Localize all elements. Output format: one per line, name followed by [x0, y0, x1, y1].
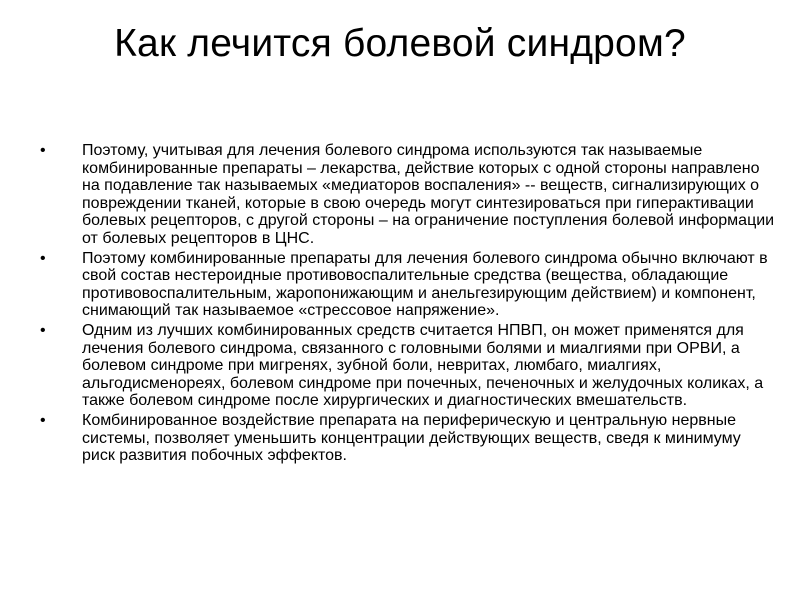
slide-title: Как лечится болевой синдром?	[114, 22, 686, 65]
bullet-text: Поэтому комбинированные препараты для лечения болевого синдрома обычно включают в свой состав нестероидные противовоспалительные средства (вещества, обладающие противовоспалительным, жаропонижающим и анельгезирующим действием) и компонент, снимающий так называемое «стрессовое напряжение».	[82, 249, 768, 320]
bullet-list	[40, 142, 775, 467]
bullet-item	[40, 322, 775, 410]
bullet-text: Комбинированное воздействие препарата на периферическую и центральную нервные системы, позволяет уменьшить концентрации действующих веществ, сведя к минимуму риск развития побочных эффектов.	[82, 411, 741, 465]
bullet-text: Одним из лучших комбинированных средств считается НПВП, он может применятся для лечения болевого синдрома, связанного с головными болями и миалгиями при ОРВИ, а болевом синдроме при мигренях, зубной боли, невритах, люмбаго, миалгиях, альгодисменореях, болевом синдроме при почечных, печеночных и желудочных коликах, а также болевом синдроме после хирургических и диагностических вмешательств.	[82, 321, 764, 410]
bullet-marker: •	[40, 142, 46, 159]
bullet-marker: •	[40, 321, 46, 339]
bullet-marker: •	[40, 411, 46, 429]
bullet-item	[40, 250, 775, 320]
bullet-text: Поэтому, учитывая для лечения болевого синдрома используются так называемые комбинированные препараты – лекарства, действие которых с одной стороны направлено на подавление так называемых «медиаторов воспаления» -- веществ, сигнализирующих о повреждении тканей, которые в свою очередь могут синтезироваться при гиперактивации болевых рецепторов, с другой стороны – на ограничение поступления болевой информации от болевых рецепторов в ЦНС.	[82, 142, 775, 247]
bullet-marker: •	[40, 249, 46, 267]
bullet-item	[40, 412, 775, 465]
bullet-item	[40, 142, 775, 248]
